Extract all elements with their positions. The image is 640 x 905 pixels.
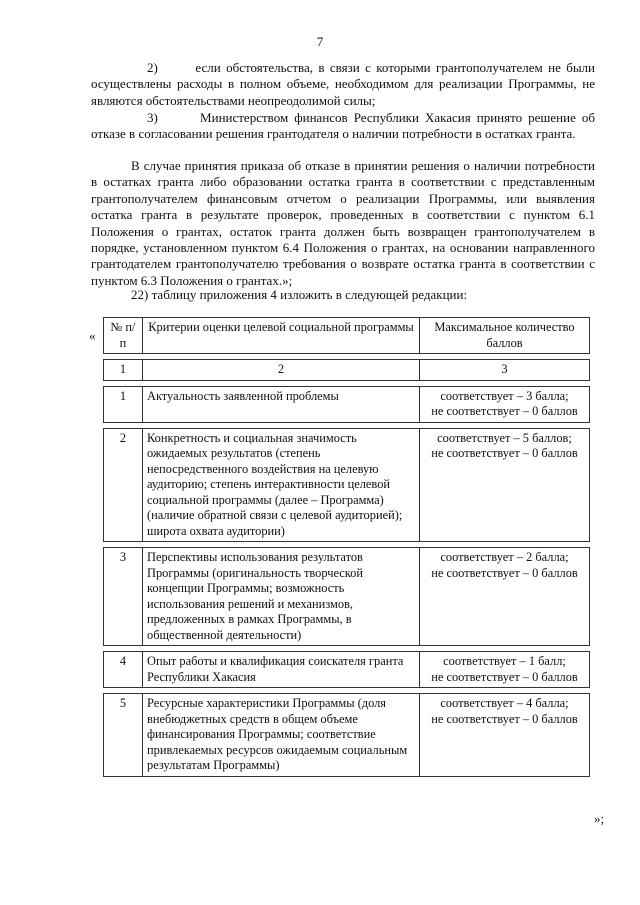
- table-row: [104, 548, 590, 646]
- page-number: 7: [316, 34, 324, 49]
- header-criterion: Критерии оценки целевой социальной программы: [143, 318, 420, 354]
- score-no: не соответствует – 0 баллов: [431, 565, 578, 580]
- row-criterion: Актуальность заявленной проблемы: [143, 386, 420, 422]
- score-yes: соответствует – 3 балла;: [440, 388, 569, 403]
- paragraph-refund-rule: [91, 158, 595, 289]
- criteria-table: [103, 317, 590, 777]
- opening-quote: «: [89, 328, 96, 343]
- row-score: [420, 548, 590, 646]
- row-number: 5: [104, 694, 143, 777]
- row-score: [420, 386, 590, 422]
- paragraph-table-intro: [91, 287, 595, 303]
- row-score: [420, 428, 590, 542]
- score-yes: соответствует – 2 балла;: [440, 550, 569, 564]
- index-cell: 3: [420, 360, 590, 381]
- table-row: [104, 386, 590, 422]
- paragraph-item-2-number: 2): [147, 60, 158, 75]
- table-row: [104, 694, 590, 777]
- table-header-row: [104, 318, 590, 354]
- table-row: [104, 428, 590, 542]
- table-row: [104, 652, 590, 688]
- paragraph-item-2-text: если обстоятельства, в связи с которыми грантополучателем не были осуществлены расходы в полном объеме, необходимом для реализации Программы, не являются обстоятельствами неопреодолимой силы;: [91, 60, 596, 108]
- paragraph-refund-rule-text: В случае принятия приказа об отказе в принятии решения о наличии потребности в остатках гранта либо образовании остатка гранта в соответствии с представленным грантополучателем финансовым отчетом о реализации Программы, или выявления остатка гранта в результате проверок, проведенных в соответствии с пунктом 6.1 Положения о грантах, остаток гранта должен быть возвращен грантополучателем в порядке, установленном пунктом 6.4 Положения о грантах, на основании направленного грантодателем грантополучателю требования о возврате остатка гранта в соответствии с пунктом 6.3 Положения о грантах.»;: [91, 158, 595, 288]
- score-yes: соответствует – 4 балла;: [440, 696, 569, 710]
- score-no: не соответствует – 0 баллов: [431, 404, 578, 418]
- row-criterion: Конкретность и социальная значимость ожидаемых результатов (степень непосредственного воздействия на целевую аудиторию; степень интерактивности целевой социальной программы (далее – Программа) (наличие обратной связи с целевой аудиторией); широта охвата аудитории): [143, 428, 420, 542]
- score-yes: соответствует – 5 баллов;: [437, 430, 572, 445]
- closing-quote: »;: [594, 811, 605, 826]
- row-score: [420, 694, 590, 777]
- row-number: 1: [104, 386, 143, 422]
- paragraph-item-2: [91, 60, 595, 109]
- row-number: 2: [104, 428, 143, 542]
- score-no: не соответствует – 0 баллов: [431, 446, 578, 460]
- row-criterion: Перспективы использования результатов Программы (оригинальность творческой концепции Программы; возможность использования решений и механизмов, предложенных в рамках Программы, в общественной деятельности): [143, 548, 420, 646]
- row-criterion: Опыт работы и квалификация соискателя гранта Республики Хакасия: [143, 652, 420, 688]
- paragraph-item-3-text: Министерством финансов Республики Хакасия принято решение об отказе в согласовании решения грантодателя о наличии потребности в остатках гранта.: [91, 110, 595, 142]
- score-yes: соответствует – 1 балл;: [443, 654, 566, 668]
- header-number: № п/п: [104, 318, 143, 354]
- row-criterion: Ресурсные характеристики Программы (доля внебюджетных средств в общем объеме финансирования Программы; соответствие привлекаемых ресурсов ожидаемым социальным результатам Программы): [143, 694, 420, 777]
- table-index-row: [104, 360, 590, 381]
- score-no: не соответствует – 0 баллов: [431, 669, 578, 684]
- paragraph-item-3-number: 3): [147, 110, 158, 125]
- header-max-score: Максимальное количество баллов: [420, 318, 590, 354]
- score-no: не соответствует – 0 баллов: [431, 711, 578, 726]
- row-number: 3: [104, 548, 143, 646]
- row-score: [420, 652, 590, 688]
- index-cell: 2: [143, 360, 420, 381]
- paragraph-table-intro-text: 22) таблицу приложения 4 изложить в следующей редакции:: [131, 287, 468, 302]
- row-number: 4: [104, 652, 143, 688]
- index-cell: 1: [104, 360, 143, 381]
- paragraph-item-3: [91, 110, 595, 143]
